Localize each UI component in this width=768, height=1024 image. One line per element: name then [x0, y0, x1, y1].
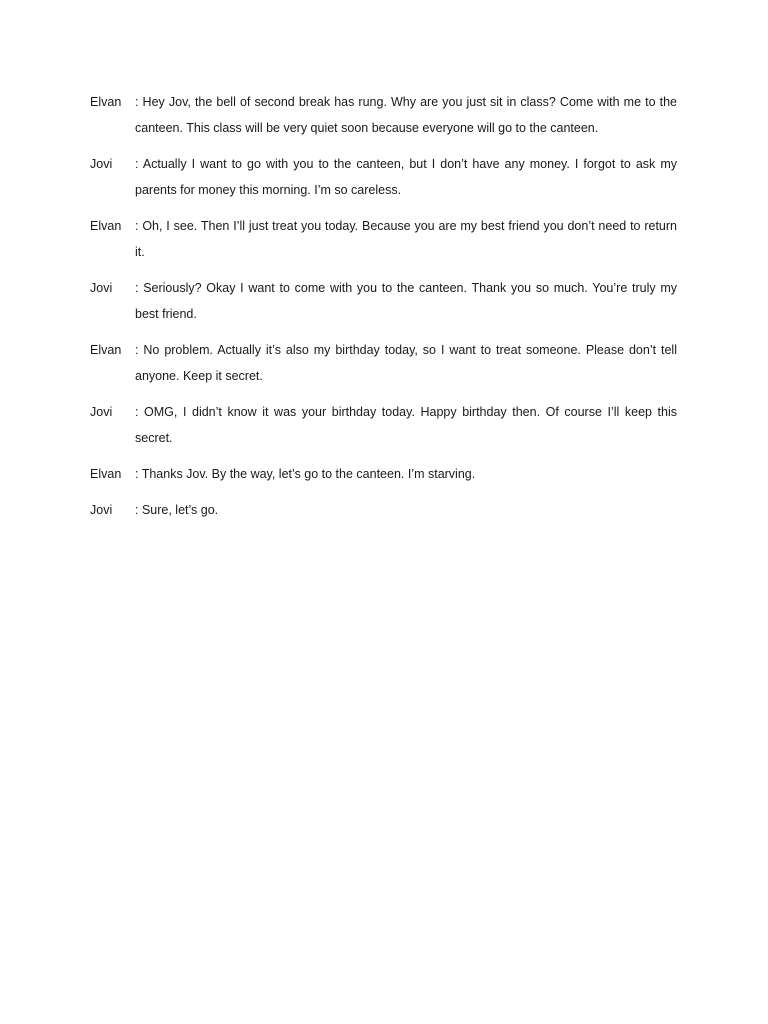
dialogue-line: : Hey Jov, the bell of second break has rung. Why are you just sit in class? Come with me to the canteen. This class will be very quiet soon because everyone will go to the canteen.: [135, 95, 677, 135]
dialogue-line: : No problem. Actually it’s also my birthday today, so I want to treat someone. Please don’t tell anyone. Keep it secret.: [135, 343, 677, 383]
dialogue-turn: [90, 399, 677, 451]
dialogue-turn: [90, 461, 677, 487]
speaker-name: Elvan: [90, 219, 122, 233]
dialogue-turn: [90, 151, 677, 203]
dialogue-line: : Actually I want to go with you to the canteen, but I don’t have any money. I forgot to ask my parents for money this morning. I’m so careless.: [135, 157, 677, 197]
dialogue-line: : Sure, let’s go.: [135, 503, 219, 517]
speaker-name: Jovi: [90, 503, 113, 517]
dialogue-line: : OMG, I didn’t know it was your birthday today. Happy birthday then. Of course I’ll keep this secret.: [135, 405, 677, 445]
dialogue-line: : Thanks Jov. By the way, let’s go to the canteen. I’m starving.: [135, 467, 476, 481]
dialogue-turn: [90, 275, 677, 327]
dialogue-line: : Seriously? Okay I want to come with you to the canteen. Thank you so much. You’re truly my best friend.: [135, 281, 677, 321]
speaker-name: Elvan: [90, 95, 122, 109]
speaker-name: Jovi: [90, 281, 113, 295]
dialogue-turn: [90, 337, 677, 389]
dialogue-transcript: [90, 89, 677, 533]
speaker-name: Jovi: [90, 405, 113, 419]
speaker-name: Elvan: [90, 467, 122, 481]
dialogue-turn: [90, 497, 677, 523]
speaker-name: Jovi: [90, 157, 113, 171]
dialogue-line: : Oh, I see. Then I’ll just treat you today. Because you are my best friend you don’t need to return it.: [135, 219, 677, 259]
dialogue-turn: [90, 89, 677, 141]
dialogue-turn: [90, 213, 677, 265]
speaker-name: Elvan: [90, 343, 122, 357]
